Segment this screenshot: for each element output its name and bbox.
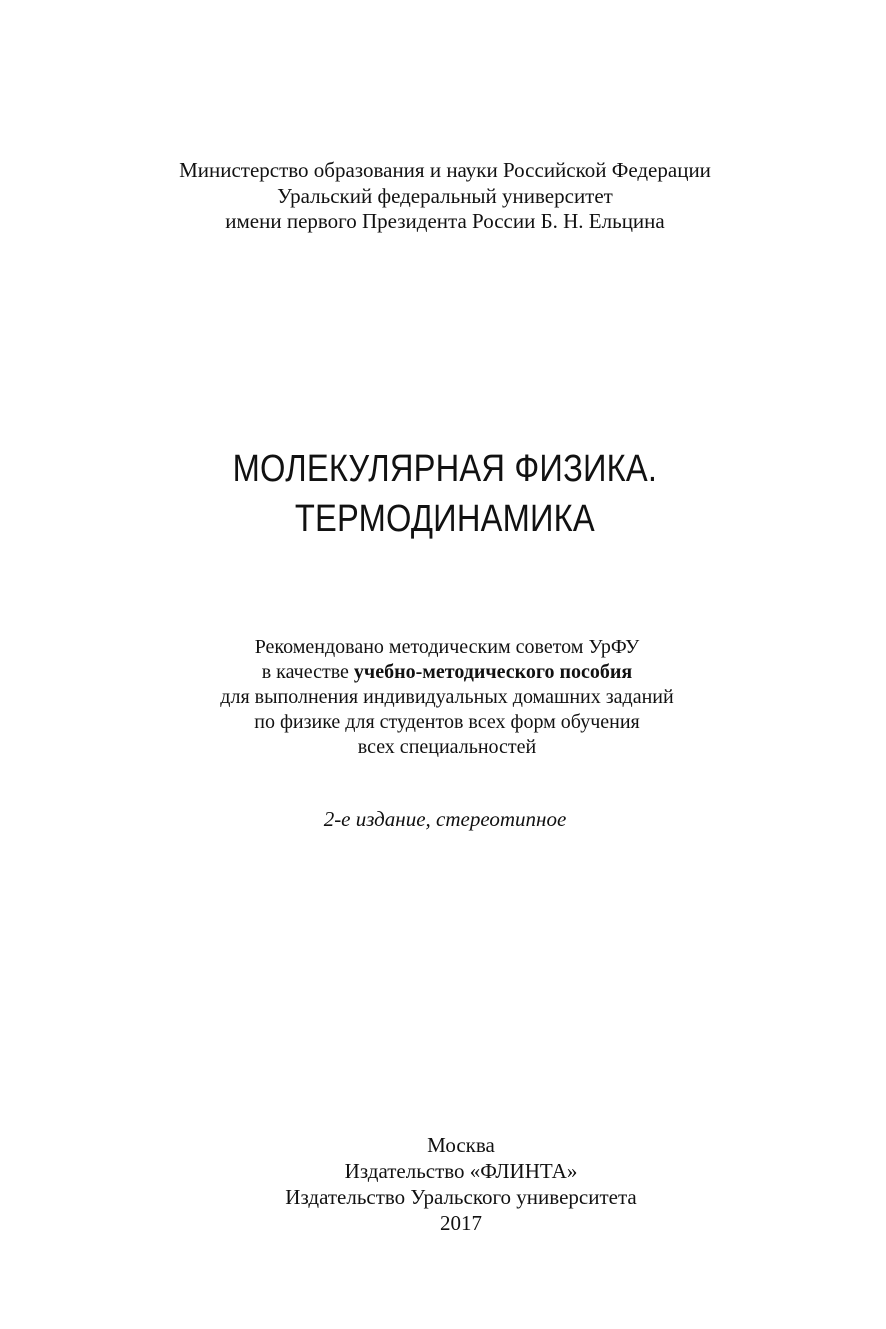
recommendation-line-2-bold: учебно-методического пособия (353, 661, 633, 683)
imprint-year: 2017 (440, 1211, 482, 1235)
edition-note: 2-е издание, стереотипное (323, 807, 567, 831)
book-title-line-1: МОЛЕКУЛЯРНАЯ ФИЗИКА. (232, 448, 658, 490)
book-title-line-2: ТЕРМОДИНАМИКА (294, 498, 595, 540)
imprint-publisher-1: Издательство «ФЛИНТА» (344, 1159, 578, 1183)
institution-header (0, 158, 886, 235)
recommendation-line-2-prefix: в качестве (261, 661, 354, 683)
recommendation-line-4: по физике для студентов всех форм обучения (254, 711, 640, 733)
ministry-line: Министерство образования и науки Российской Федерации (179, 158, 711, 182)
recommendation-line-1: Рекомендовано методическим советом УрФУ (254, 636, 640, 658)
university-name-line: имени первого Президента России Б. Н. Ельцина (225, 209, 665, 233)
university-line: Уральский федеральный университет (277, 183, 613, 208)
book-title (62, 444, 826, 544)
imprint-city: Москва (427, 1133, 495, 1157)
imprint-publisher-2: Издательство Уральского университета (285, 1185, 637, 1209)
recommendation-line-2 (4, 660, 886, 685)
recommendation-block (0, 635, 886, 760)
recommendation-line-3: для выполнения индивидуальных домашних заданий (220, 686, 674, 708)
imprint-block (0, 1132, 886, 1236)
recommendation-line-5: всех специальностей (357, 736, 537, 758)
